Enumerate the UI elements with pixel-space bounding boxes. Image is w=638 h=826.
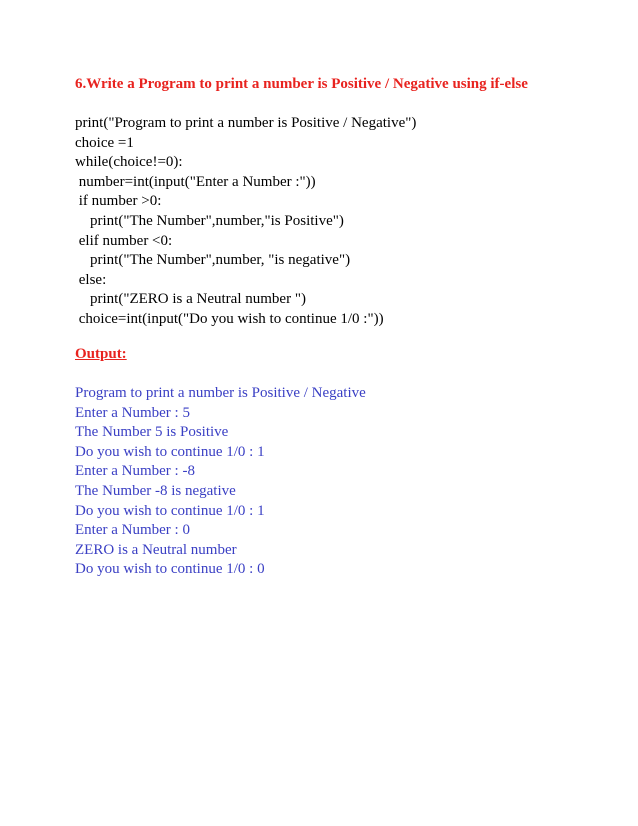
- code-line: choice=int(input("Do you wish to continue 1/0 :")): [75, 310, 384, 327]
- code-line: print("The Number",number, "is negative"): [75, 252, 351, 269]
- output-line: The Number 5 is Positive: [75, 424, 229, 441]
- code-line: if number >0:: [75, 193, 162, 210]
- code-line: number=int(input("Enter a Number :")): [75, 173, 316, 190]
- output-line: Do you wish to continue 1/0 : 0: [75, 561, 265, 578]
- code-line: print("Program to print a number is Positive / Negative"): [75, 115, 417, 131]
- output-line: The Number -8 is negative: [75, 482, 236, 499]
- output-line: Program to print a number is Positive / Negative: [75, 385, 366, 401]
- code-line: elif number <0:: [75, 232, 173, 249]
- output-line: Do you wish to continue 1/0 : 1: [75, 502, 265, 519]
- output-line: ZERO is a Neutral number: [75, 541, 237, 558]
- output-block: [75, 384, 366, 580]
- code-line: else:: [75, 271, 107, 288]
- output-line: Enter a Number : -8: [75, 463, 195, 480]
- output-heading: Output:: [75, 346, 127, 362]
- output-line: Do you wish to continue 1/0 : 1: [75, 443, 265, 460]
- program-heading: 6.Write a Program to print a number is Positive / Negative using if-else: [75, 76, 528, 92]
- code-line: while(choice!=0):: [75, 154, 183, 171]
- code-line: print("ZERO is a Neutral number "): [75, 291, 306, 308]
- code-line: choice =1: [75, 134, 134, 151]
- code-block: [75, 114, 416, 330]
- output-line: Enter a Number : 0: [75, 522, 190, 539]
- output-line: Enter a Number : 5: [75, 404, 190, 421]
- code-line: print("The Number",number,"is Positive"): [75, 212, 344, 229]
